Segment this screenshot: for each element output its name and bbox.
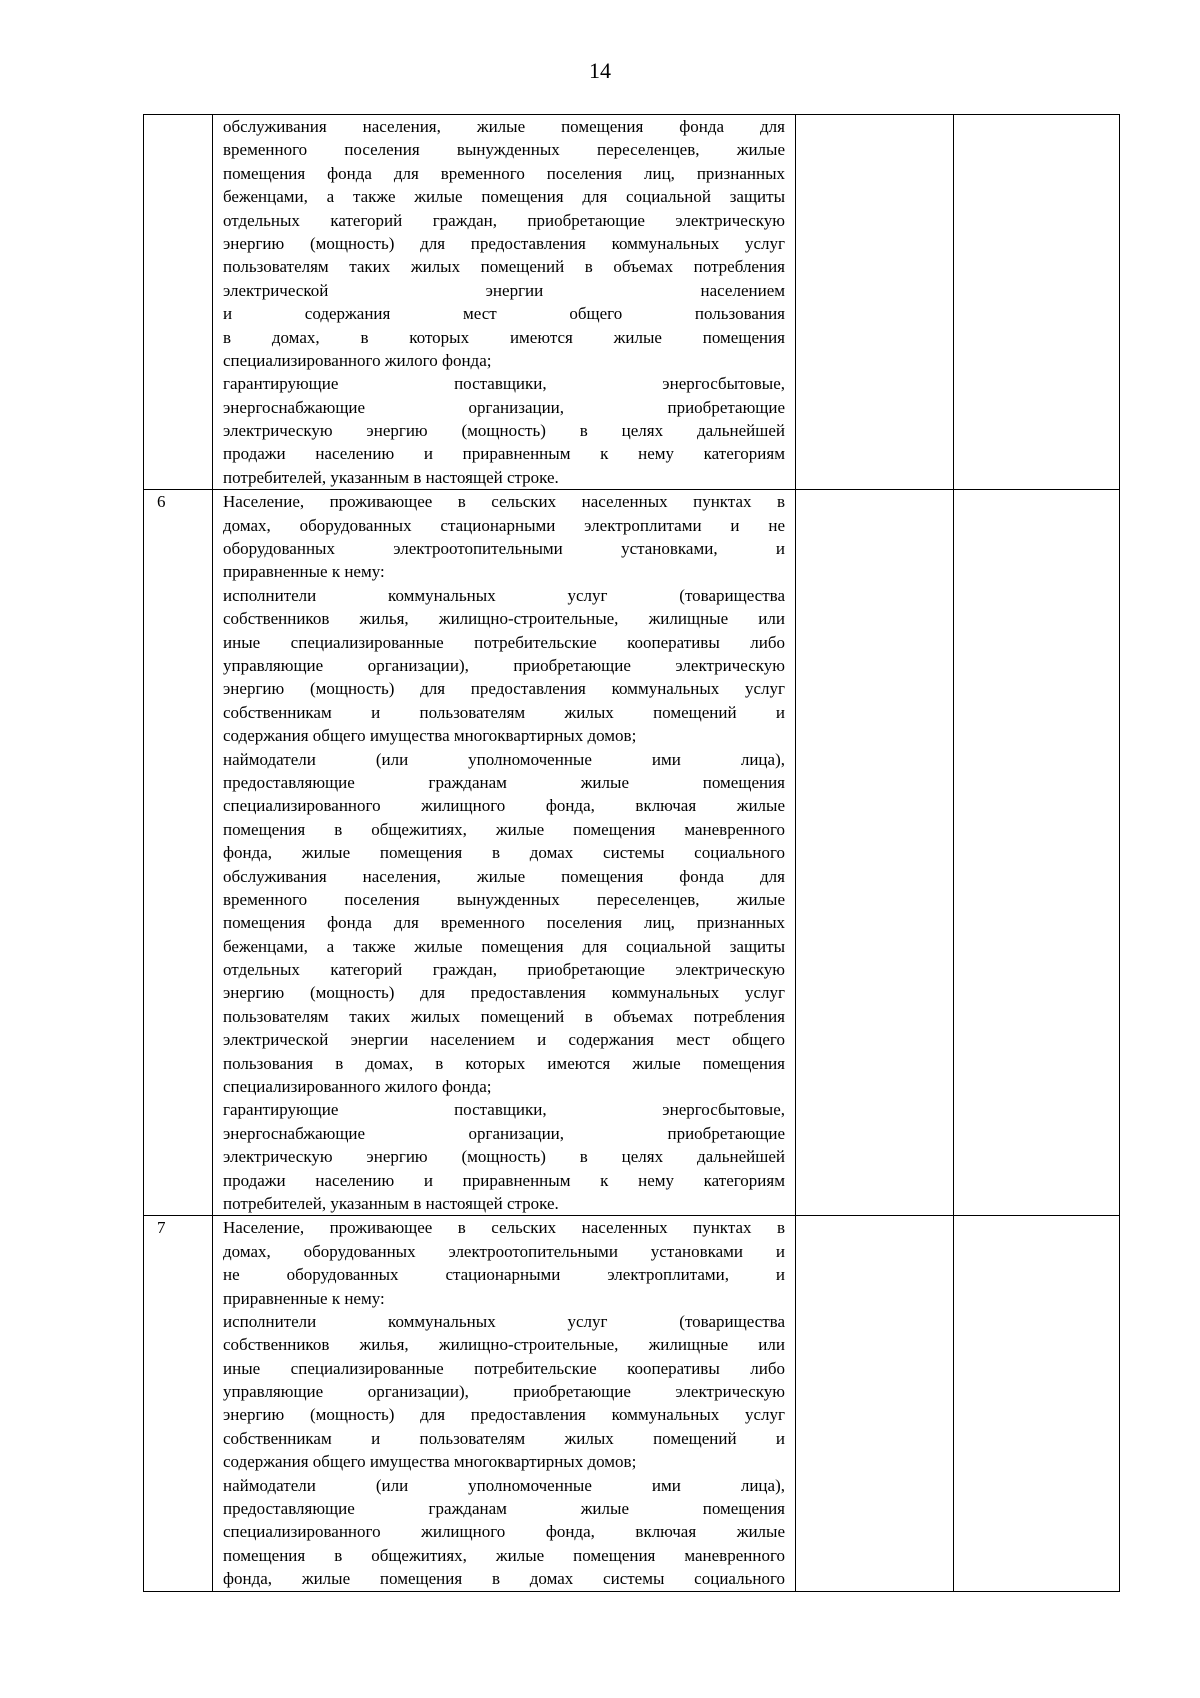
text-line: наймодатели (или уполномоченные ими лица), (223, 1475, 785, 1495)
text-line: в домах, в которых имеются жилые помещения (223, 327, 785, 347)
text-line: беженцами, а также жилые помещения для социальной защиты (223, 936, 785, 956)
row-number: 6 (144, 490, 213, 1216)
text-line: домах, оборудованных электроотопительными установками и (223, 1241, 785, 1261)
text-line: пользователям таких жилых помещений в объемах потребления (223, 1006, 785, 1026)
text-line: фонда, жилые помещения в домах системы социального (223, 843, 785, 863)
text-line: предоставляющие гражданам жилые помещения (223, 772, 785, 792)
text-line: электрическую энергию (мощность) в целях дальнейшей (223, 1147, 785, 1167)
text-line: не оборудованных стационарными электроплитами, и (223, 1265, 785, 1285)
text-line: исполнители коммунальных услуг (товарищества (223, 1311, 785, 1331)
text-line: потребителей, указанным в настоящей строке. (223, 1193, 559, 1213)
row-number: 7 (144, 1216, 213, 1591)
text-line: продажи населению и приравненным к нему категориям (223, 1170, 785, 1190)
text-line: энергию (мощность) для предоставления коммунальных услуг (223, 983, 785, 1003)
row-description (213, 1216, 796, 1591)
text-line: содержания общего имущества многоквартирных домов; (223, 1452, 637, 1472)
text-line: продажи населению и приравненным к нему категориям (223, 444, 785, 464)
empty-cell (796, 1216, 954, 1591)
text-line: помещения в общежитиях, жилые помещения маневренного (223, 1545, 785, 1565)
text-line: наймодатели (или уполномоченные ими лица), (223, 749, 785, 769)
text-line: временного поселения вынужденных переселенцев, жилые (223, 889, 785, 909)
text-line: беженцами, а также жилые помещения для социальной защиты (223, 187, 785, 207)
page-number: 14 (589, 58, 611, 83)
text-line: предоставляющие гражданам жилые помещения (223, 1499, 785, 1519)
text-line: помещения фонда для временного поселения лиц, признанных (223, 913, 785, 933)
text-line: отдельных категорий граждан, приобретающие электрическую (223, 960, 785, 980)
text-line: Население, проживающее в сельских населенных пунктах в (223, 1218, 785, 1238)
text-line: фонда, жилые помещения в домах системы социального (223, 1569, 785, 1589)
text-line: собственников жилья, жилищно-строительные, жилищные или (223, 609, 785, 629)
text-line: собственникам и пользователям жилых помещений и (223, 702, 785, 722)
text-line: электрической энергии населением и содержания мест общего (223, 1030, 785, 1050)
table-row (144, 1216, 1120, 1591)
row-number (144, 115, 213, 490)
text-line: пользователям таких жилых помещений в объемах потребления (223, 257, 785, 277)
text-line: специализированного жилого фонда; (223, 350, 492, 370)
text-line: электрической энергии населением (223, 280, 785, 300)
text-line: собственникам и пользователям жилых помещений и (223, 1428, 785, 1448)
text-line: обслуживания населения, жилые помещения фонда для (223, 866, 785, 886)
text-line: потребителей, указанным в настоящей строке. (223, 467, 559, 487)
text-line: приравненные к нему: (223, 1288, 385, 1308)
text-line: содержания общего имущества многоквартирных домов; (223, 726, 637, 746)
text-line: энергию (мощность) для предоставления коммунальных услуг (223, 233, 785, 253)
text-line: специализированного жилищного фонда, включая жилые (223, 796, 785, 816)
empty-cell (954, 1216, 1120, 1591)
text-line: домах, оборудованных стационарными электроплитами и не (223, 515, 785, 535)
table-row (144, 115, 1120, 490)
text-line: иные специализированные потребительские кооперативы либо (223, 1358, 785, 1378)
table-row (144, 490, 1120, 1216)
text-line: обслуживания населения, жилые помещения фонда для (223, 117, 785, 136)
text-line: помещения в общежитиях, жилые помещения маневренного (223, 819, 785, 839)
text-line: гарантирующие поставщики, энергосбытовые, (223, 1100, 785, 1120)
text-line: специализированного жилого фонда; (223, 1077, 492, 1097)
text-line: электрическую энергию (мощность) в целях дальнейшей (223, 421, 785, 441)
text-line: управляющие организации), приобретающие электрическую (223, 1382, 785, 1402)
text-line: гарантирующие поставщики, энергосбытовые, (223, 374, 785, 394)
empty-cell (796, 115, 954, 490)
text-line: специализированного жилищного фонда, включая жилые (223, 1522, 785, 1542)
tariff-table (143, 114, 1120, 1592)
text-line: иные специализированные потребительские кооперативы либо (223, 632, 785, 652)
text-line: энергоснабжающие организации, приобретающие (223, 397, 785, 417)
empty-cell (796, 490, 954, 1216)
text-line: временного поселения вынужденных переселенцев, жилые (223, 140, 785, 160)
text-line: собственников жилья, жилищно-строительные, жилищные или (223, 1335, 785, 1355)
text-line: энергию (мощность) для предоставления коммунальных услуг (223, 1405, 785, 1425)
text-line: исполнители коммунальных услуг (товарищества (223, 585, 785, 605)
text-line: пользования в домах, в которых имеются жилые помещения (223, 1053, 785, 1073)
text-line: Население, проживающее в сельских населенных пунктах в (223, 492, 785, 512)
text-line: оборудованных электроотопительными установками, и (223, 539, 785, 559)
text-line: энергию (мощность) для предоставления коммунальных услуг (223, 679, 785, 699)
empty-cell (954, 115, 1120, 490)
empty-cell (954, 490, 1120, 1216)
text-line: помещения фонда для временного поселения лиц, признанных (223, 163, 785, 183)
text-line: отдельных категорий граждан, приобретающие электрическую (223, 210, 785, 230)
row-description (213, 115, 796, 490)
text-line: и содержания мест общего пользования (223, 304, 785, 324)
text-line: энергоснабжающие организации, приобретающие (223, 1123, 785, 1143)
text-line: приравненные к нему: (223, 562, 385, 582)
row-description (213, 490, 796, 1216)
text-line: управляющие организации), приобретающие электрическую (223, 655, 785, 675)
